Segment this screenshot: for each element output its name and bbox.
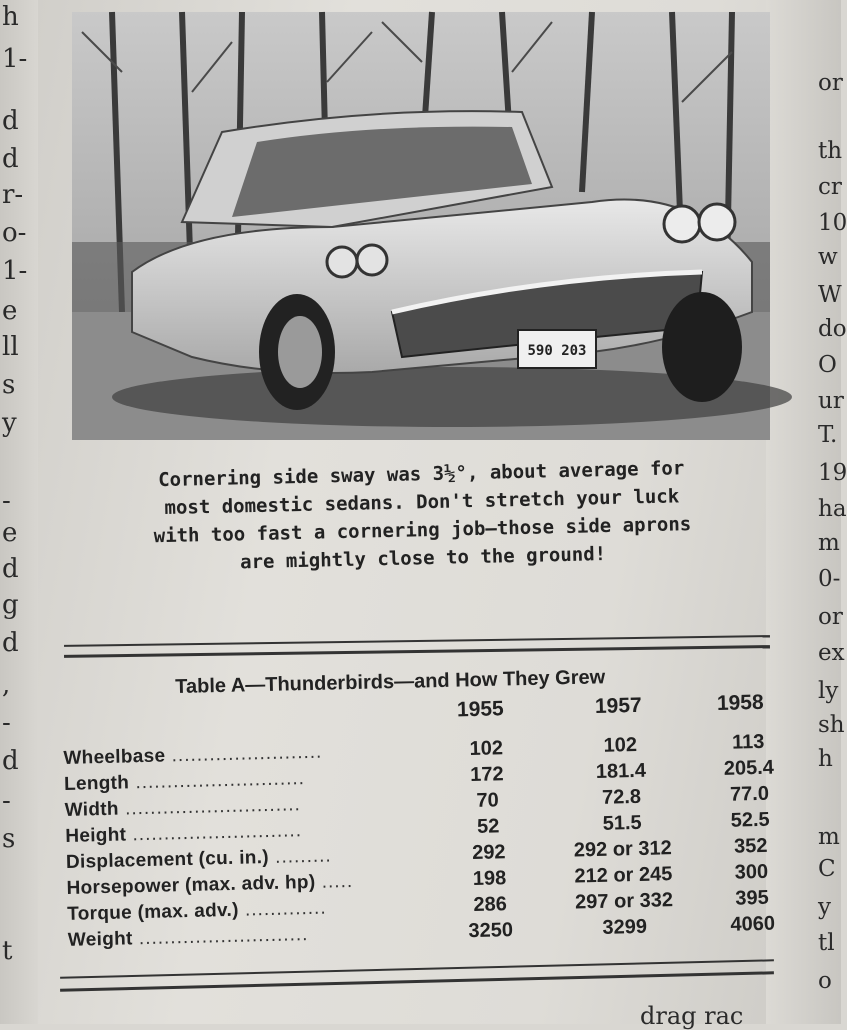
cell-1957: 72.8 <box>601 785 642 809</box>
left-fragment: t <box>2 936 13 966</box>
right-fragment: w <box>818 244 838 270</box>
right-fragment: sh <box>818 712 845 738</box>
cell-1955: 286 <box>473 893 508 917</box>
right-fragment: m <box>818 530 840 556</box>
right-fragment: m <box>818 824 840 850</box>
right-fragment: O <box>818 352 837 378</box>
row-label <box>63 742 322 770</box>
cell-1958: 52.5 <box>730 808 770 832</box>
leader-dots: ........................... <box>132 924 309 950</box>
left-fragment: , <box>2 670 11 700</box>
row-label-text: Height <box>65 824 127 847</box>
cell-1955: 198 <box>472 867 507 891</box>
row-label-text: Length <box>63 772 130 795</box>
leader-dots: ........................... <box>128 768 306 794</box>
right-fragment: cr <box>818 174 842 200</box>
car-photo <box>72 12 770 440</box>
right-fragment: T. <box>818 422 838 448</box>
right-fragment: h <box>818 746 833 772</box>
left-fragment: 1- <box>2 256 28 286</box>
cell-1955: 3250 <box>468 919 514 943</box>
right-fragment: C <box>818 856 836 882</box>
year-1957: 1957 <box>594 693 642 718</box>
right-fragment: or <box>818 70 843 96</box>
leader-dots: ........................... <box>125 820 303 846</box>
cell-1958: 113 <box>731 730 765 754</box>
left-fragment: d <box>2 554 19 584</box>
table-title: Table A—Thunderbirds—and How They Grew <box>175 666 606 698</box>
left-fragment: y <box>2 408 17 438</box>
right-fragment: or <box>818 604 843 630</box>
left-fragment: - <box>2 708 11 738</box>
year-1955: 1955 <box>456 697 504 722</box>
top-rule-thick <box>64 645 770 658</box>
right-fragment: tl <box>818 930 835 956</box>
leader-dots: ............. <box>238 897 327 921</box>
cell-1958: 352 <box>733 834 768 858</box>
cell-1957: 181.4 <box>595 759 647 783</box>
car-photo-illustration <box>72 12 770 440</box>
right-fragment: ly <box>818 678 839 704</box>
left-fragment: 1- <box>2 44 28 74</box>
row-label-text: Weight <box>67 928 133 951</box>
cell-1955: 172 <box>469 763 504 787</box>
row-label <box>68 924 309 952</box>
left-fragment: s <box>2 370 16 400</box>
right-fragment: 10 <box>818 210 847 236</box>
cell-1957: 212 or 245 <box>574 863 673 888</box>
left-fragment: d <box>2 144 19 174</box>
right-fragment: ex <box>818 640 845 666</box>
cell-1955: 52 <box>476 815 500 838</box>
table-year-header <box>62 690 782 734</box>
photo-caption <box>78 452 766 580</box>
row-label <box>64 768 305 796</box>
cell-1957: 292 or 312 <box>573 837 672 862</box>
spec-table <box>62 682 788 960</box>
cell-1958: 205.4 <box>723 756 775 780</box>
cell-1957: 297 or 332 <box>574 889 674 914</box>
cell-1958: 395 <box>735 886 769 910</box>
caption-line: Cornering side sway was 3½°, about average for <box>157 457 685 492</box>
cell-1958: 4060 <box>730 912 776 936</box>
row-label <box>64 794 301 822</box>
cell-1957: 51.5 <box>602 811 642 835</box>
row-label-text: Displacement (cu. in.) <box>65 846 270 873</box>
license-plate-text: 590 203 <box>527 343 587 359</box>
right-fragment: o <box>818 968 832 994</box>
left-fragment: h <box>2 2 19 32</box>
leader-dots: ..... <box>315 870 354 893</box>
left-fragment: d <box>2 106 19 136</box>
row-label-text: Wheelbase <box>63 745 166 769</box>
leader-dots: ......... <box>268 845 332 868</box>
row-label <box>65 820 302 848</box>
caption-line: most domestic sedans. Don't stretch your luck <box>164 485 680 520</box>
right-fragment: y <box>818 894 831 920</box>
left-fragment: - <box>2 786 11 816</box>
right-fragment: th <box>818 138 843 164</box>
leader-dots: ............................ <box>118 794 302 820</box>
row-label-text: Width <box>64 798 120 821</box>
bottom-fragment: drag rac <box>640 1002 744 1030</box>
cell-1958: 300 <box>734 860 769 884</box>
cell-1957: 102 <box>603 733 638 757</box>
caption-line: with too fast a cornering job—those side aprons <box>153 513 692 548</box>
year-1958: 1958 <box>716 690 764 715</box>
left-fragment: r- <box>2 180 24 210</box>
leader-dots: ........................ <box>165 741 323 767</box>
left-fragment: ll <box>2 332 19 362</box>
cell-1958: 77.0 <box>729 782 770 806</box>
left-fragment: d <box>2 628 19 658</box>
left-fragment: - <box>2 486 11 516</box>
cell-1955: 292 <box>471 841 506 865</box>
left-fragment: o- <box>2 218 27 248</box>
right-fragment: W <box>818 282 842 308</box>
left-fragment: e <box>2 296 18 326</box>
right-fragment: 0- <box>818 566 841 592</box>
right-fragment: 19 <box>818 460 847 486</box>
top-rule-thin <box>64 635 770 647</box>
left-fragment: s <box>2 824 16 854</box>
cell-1957: 3299 <box>602 915 648 939</box>
caption-line: are mightly close to the ground! <box>239 543 607 574</box>
cell-1955: 70 <box>476 789 499 812</box>
row-label-text: Horsepower (max. adv. hp) <box>66 871 316 899</box>
right-fragment: ur <box>818 388 844 414</box>
right-fragment: ha <box>818 496 847 522</box>
row-label-text: Torque (max. adv.) <box>66 899 239 925</box>
cell-1955: 102 <box>469 737 504 761</box>
left-fragment: d <box>2 746 19 776</box>
left-fragment: e <box>2 518 18 548</box>
left-fragment: g <box>2 590 19 620</box>
right-fragment: do <box>818 316 847 342</box>
